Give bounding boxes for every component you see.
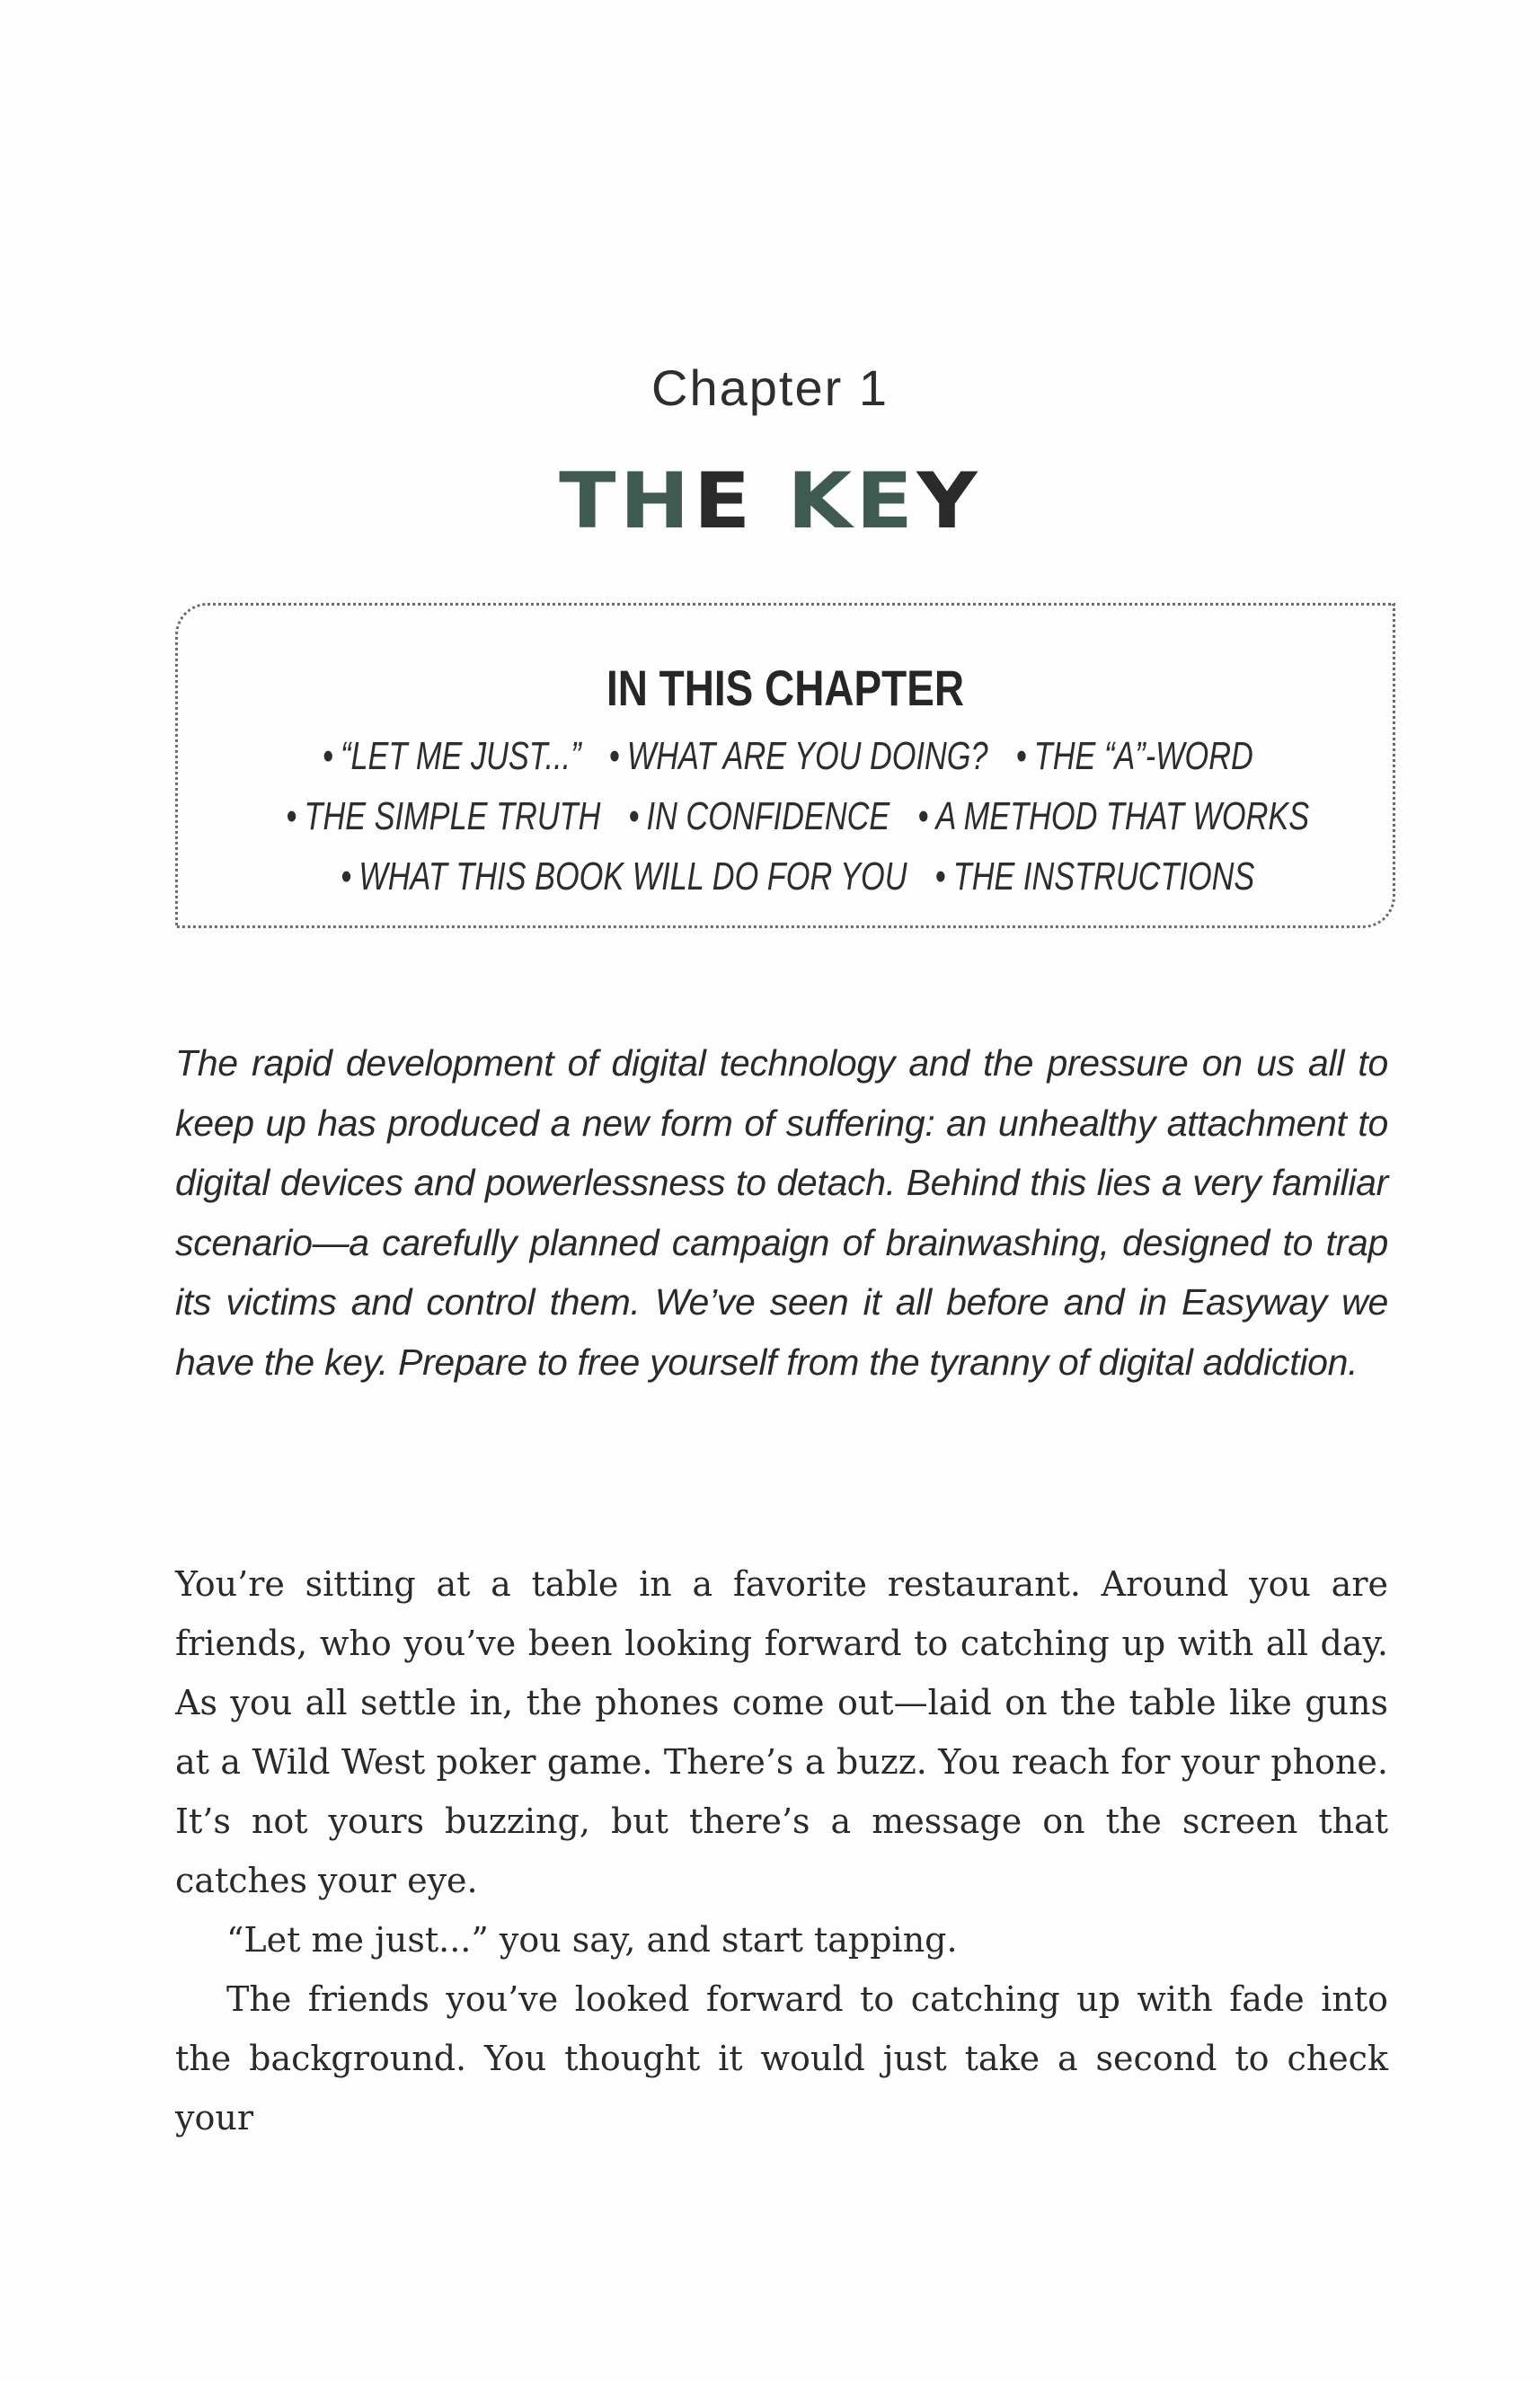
chapter-title-part: TH xyxy=(559,456,694,546)
topic-item xyxy=(589,734,987,778)
topic-item xyxy=(267,794,601,838)
chapter-title-part: E xyxy=(693,456,788,546)
body-paragraph: You’re sitting at a table in a favorite restaurant. Around you are friends, who you’ve been looking forward to catching up with all day. As you all settle in, the phones come out—laid on the table like guns at a Wild West poker game. There’s a buzz. You reach for your phone. It’s not yours buzzing, but there’s a message on the screen that catches your eye. xyxy=(175,1564,1388,1900)
topic-label: A METHOD THAT WORKS xyxy=(935,794,1310,838)
bullet-icon: • xyxy=(341,854,352,898)
body-paragraph: “Let me just...” you say, and start tapping. xyxy=(226,1920,958,1960)
topic-label: WHAT ARE YOU DOING? xyxy=(626,734,988,778)
chapter-title xyxy=(0,458,1540,544)
topic-item xyxy=(609,794,889,838)
bullet-icon: • xyxy=(286,794,297,838)
topic-item xyxy=(898,794,1309,838)
body-paragraph: The friends you’ve looked forward to catching up with fade into the background. You thought it would just take a second to check your xyxy=(175,1979,1388,2138)
topic-item xyxy=(323,734,580,778)
chapter-title-part: Y xyxy=(916,456,981,546)
bullet-icon: • xyxy=(1015,734,1027,778)
topic-label: “LET ME JUST...” xyxy=(341,734,581,778)
topic-item xyxy=(996,734,1253,778)
in-this-chapter-heading: IN THIS CHAPTER xyxy=(606,659,964,716)
bullet-icon: • xyxy=(323,734,334,778)
bullet-icon: • xyxy=(628,794,640,838)
chapter-topics-list xyxy=(227,726,1349,907)
bullet-icon: • xyxy=(934,854,946,898)
topic-label: WHAT THIS BOOK WILL DO FOR YOU xyxy=(358,854,907,898)
topic-item xyxy=(322,854,907,898)
chapter-body xyxy=(175,1554,1388,2147)
topic-item xyxy=(916,854,1254,898)
topic-label: THE “A”-WORD xyxy=(1033,734,1253,778)
in-this-chapter-box xyxy=(175,603,1395,928)
bullet-icon: • xyxy=(609,734,621,778)
topic-label: IN CONFIDENCE xyxy=(646,794,890,838)
chapter-number: Chapter 1 xyxy=(651,359,889,416)
topic-label: THE INSTRUCTIONS xyxy=(952,854,1255,898)
bullet-icon: • xyxy=(917,794,929,838)
chapter-title-part: KE xyxy=(787,456,917,546)
topic-label: THE SIMPLE TRUTH xyxy=(304,794,601,838)
chapter-intro-paragraph: The rapid development of digital technology and the pressure on us all to keep up has produced a new form of suffering: an unhealthy attachment to digital devices and powerlessness to detach. Behind this lies a very familiar scenario—a carefully planned campaign of brainwashing, designed to trap its victims and control them. We’ve seen it all before and in Easyway we have the key. Prepare to free yourself from the tyranny of digital addiction. xyxy=(175,1042,1388,1383)
